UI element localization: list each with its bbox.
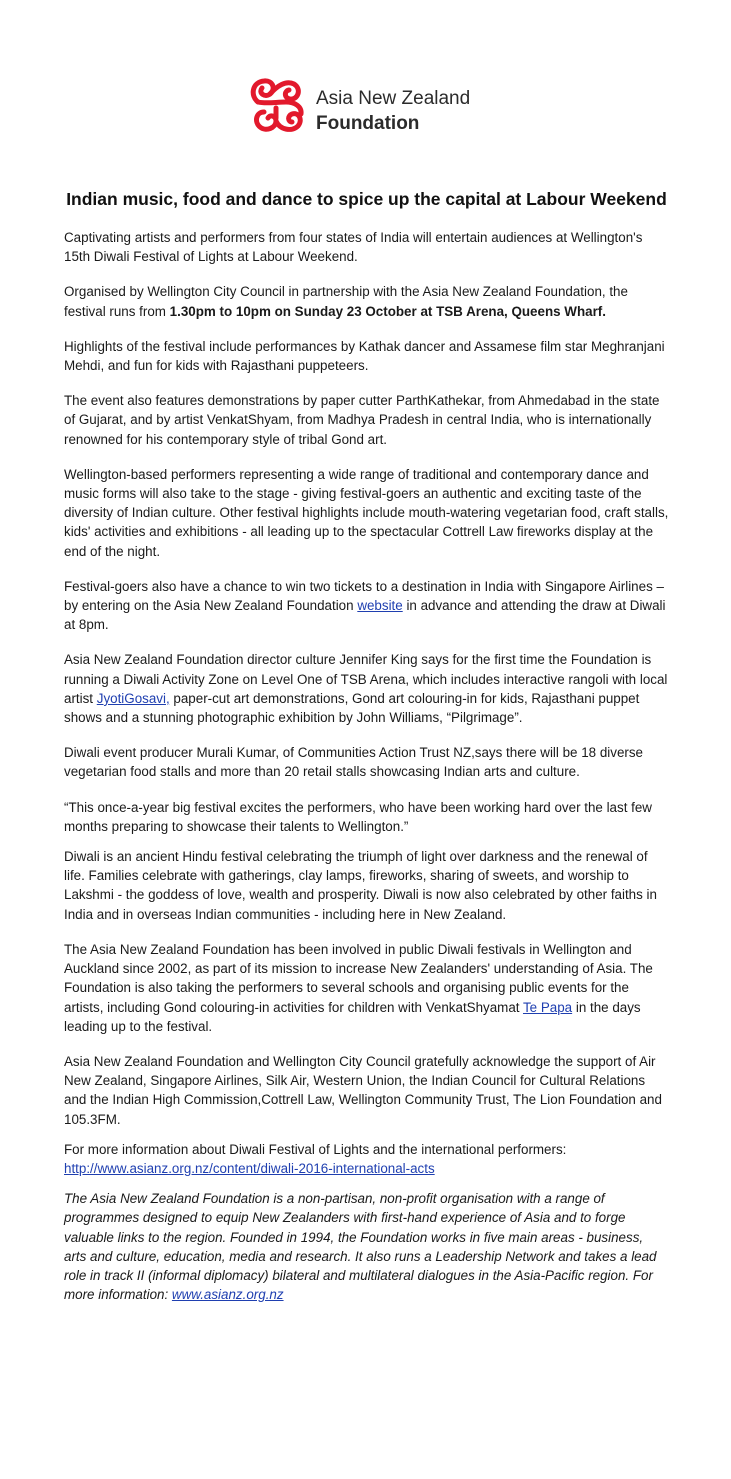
paragraph-organised bbox=[64, 282, 669, 320]
logo-name-line1: Asia New Zealand bbox=[316, 88, 471, 109]
paragraph-organised-text: Organised by Wellington City Council in partnership with the Asia New Zealand Foundation, the festival runs from bbox=[64, 284, 628, 319]
paragraph-diwali-about: Diwali is an ancient Hindu festival celebrating the triumph of light over darkness and the renewal of life. Families celebrate with gatherings, clay lamps, fireworks, sharing of sweets, and worship to Lakshmi - the goddess of love, wealth and prosperity. Diwali is now also celebrated by other faiths in India and in overseas Indian communities - including here in New Zealand. bbox=[64, 849, 657, 922]
te-papa-link[interactable]: Te Papa bbox=[522, 999, 573, 1015]
paragraph-about-foundation bbox=[64, 1189, 669, 1304]
paragraph-acknowledgements: Asia New Zealand Foundation and Wellington City Council gratefully acknowledge the support of Air New Zealand, Singapore Airlines, Silk Air, Western Union, the Indian Council for Cultural Relations and the Indian High Commission,Cottrell Law, Wellington Community Trust, The Lion Foundation and 105.3FM. bbox=[64, 1053, 662, 1127]
paragraph-performers: Wellington-based performers representing a wide range of traditional and contemporary dance and music forms will also take to the stage - giving festival-goers an authentic and exciting taste of the diversity of Indian culture. Other festival highlights include mouth-watering vegetarian food, craft stalls, kids' activities and exhibitions - all leading up to the spectacular Cottrell Law fireworks display at the end of the night. bbox=[64, 466, 669, 559]
jyotigosavi-link[interactable]: JyotiGosavi, bbox=[96, 690, 170, 706]
paragraph-activity-zone-before: Asia New Zealand Foundation director culture Jennifer King says for the first time the Foundation is running a Diwali Activity Zone on Level One of TSB Arena, which includes interactive rangoli with local artist bbox=[64, 652, 668, 706]
press-release-body bbox=[64, 186, 669, 1320]
logo-name-line2: Foundation bbox=[316, 113, 420, 134]
paragraph-food-stalls: Diwali event producer Murali Kumar, of Communities Action Trust NZ,says there will be 18 diverse vegetarian food stalls and more than 20 retail stalls showcasing Indian arts and culture. bbox=[64, 745, 643, 780]
paragraph-activity-zone bbox=[64, 650, 669, 727]
paragraph-about-foundation-text: The Asia New Zealand Foundation is a non-partisan, non-profit organisation with a range of programmes designed to equip New Zealanders with first-hand experience of Asia and to forge valuable links to the region. Founded in 1994, the Foundation works in five main areas - business, arts and culture, education, media and research. It also runs a Leadership Network and takes a lead role in track II (informal diplomacy) bilateral and multilateral dialogues in the Asia-Pacific region. For more information: bbox=[64, 1191, 657, 1303]
foundation-logo bbox=[246, 72, 496, 142]
paragraph-involvement bbox=[64, 940, 669, 1036]
foundation-logo-mark-icon bbox=[246, 72, 308, 138]
event-time-location: 1.30pm to 10pm on Sunday 23 October at TSB Arena, Queens Wharf. bbox=[169, 303, 606, 319]
paragraph-more-info bbox=[64, 1140, 669, 1178]
paragraph-activity-zone-after: paper-cut art demonstrations, Gond art colouring-in for kids, Rajasthani puppet shows and a stunning photographic exhibition by John Williams, “Pilgrimage”. bbox=[64, 690, 640, 726]
website-link[interactable]: website bbox=[357, 598, 403, 614]
diwali-acts-link[interactable]: http://www.asianz.org.nz/content/diwali-2016-international-acts bbox=[64, 1160, 435, 1176]
paragraph-tickets-after: in advance and attending the draw at Diwali at 8pm. bbox=[64, 598, 666, 633]
page-title: Indian music, food and dance to spice up the capital at Labour Weekend bbox=[66, 189, 667, 209]
paragraph-highlights: Highlights of the festival include performances by Kathak dancer and Assamese film star Meghranjani Mehdi, and fun for kids with Rajasthani puppeteers. bbox=[64, 338, 665, 374]
paragraph-involvement-after: in the days leading up to the festival. bbox=[64, 999, 641, 1034]
paragraph-more-info-text: For more information about Diwali Festival of Lights and the international performers: bbox=[64, 1141, 567, 1157]
paragraph-demonstrations: The event also features demonstrations by paper cutter ParthKathekar, from Ahmedabad in the state of Gujarat, and by artist VenkatShyam, from Madhya Pradesh in central India, who is internationally renowned for his contemporary style of tribal Gond art. bbox=[64, 393, 660, 447]
paragraph-intro: Captivating artists and performers from four states of India will entertain audiences at Wellington's 15th Diwali Festival of Lights at Labour Weekend. bbox=[64, 230, 643, 265]
paragraph-quote: “This once-a-year big festival excites the performers, who have been working hard over the last few months preparing to showcase their talents to Wellington.” bbox=[64, 799, 652, 834]
paragraph-involvement-before: The Asia New Zealand Foundation has been involved in public Diwali festivals in Wellington and Auckland since 2002, as part of its mission to increase New Zealanders' understanding of Asia. The Foundation is also taking the performers to several schools and organising public events for the artists, including Gond colouring-in activities for children with VenkatShyamat bbox=[64, 941, 653, 1015]
paragraph-tickets-before: Festival-goers also have a chance to win two tickets to a destination in India with Singapore Airlines – by entering on the Asia New Zealand Foundation bbox=[64, 578, 664, 614]
asianz-link[interactable]: www.asianz.org.nz bbox=[171, 1287, 284, 1303]
paragraph-tickets bbox=[64, 577, 669, 635]
